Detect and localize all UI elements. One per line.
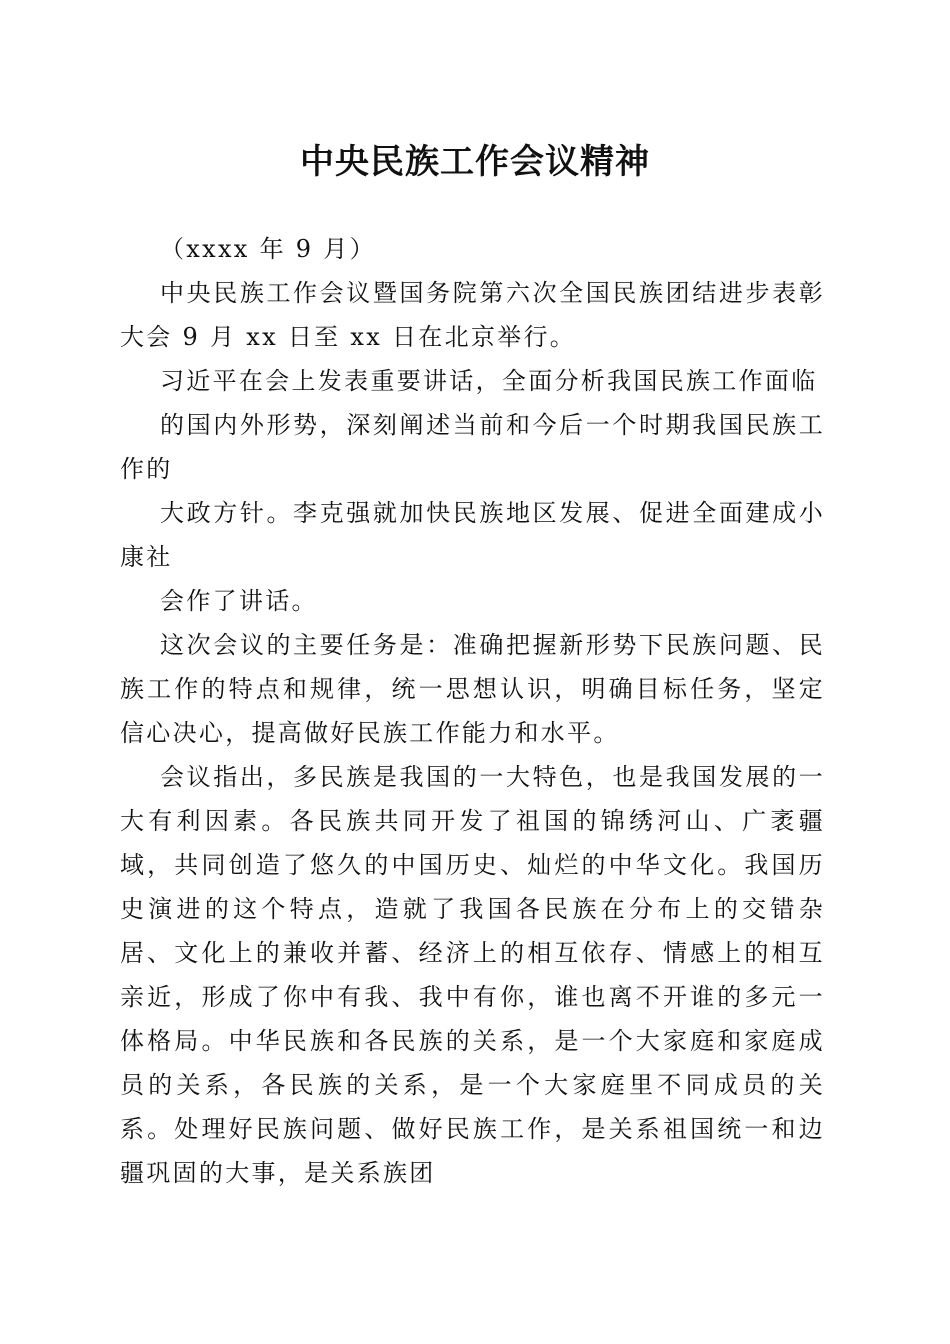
paragraph-date: （xxxx 年 9 月）	[160, 235, 376, 263]
paragraph-main-task: 这次会议的主要任务是：准确把握新形势下民族问题、民族工作的特点和规律，统一思想认识，明确目标任务，坚定信心决心，提高做好民族工作能力和水平。	[120, 631, 825, 747]
paragraph-speech-line-2: 的国内外形势，深刻阐述当前和今后一个时期我国民族工作的	[120, 411, 825, 483]
paragraph-meeting-held: 中央民族工作会议暨国务院第六次全国民族团结进步表彰大会 9 月 xx 日至 xx 日在北京举行。	[120, 279, 825, 351]
paragraph-speech-line-4: 会作了讲话。	[160, 587, 318, 615]
paragraph-speech-line-1: 习近平在会上发表重要讲话，全面分析我国民族工作面临	[160, 367, 818, 395]
paragraph-meeting-points: 会议指出，多民族是我国的一大特色，也是我国发展的一大有利因素。各民族共同开发了祖国的锦绣河山、广袤疆域，共同创造了悠久的中国历史、灿烂的中华文化。我国历史演进的这个特点，造就了我国各民族在分布上的交错杂居、文化上的兼收并蓄、经济上的相互依存、情感上的相互亲近，形成了你中有我、我中有你，谁也离不开谁的多元一体格局。中华民族和各民族的关系，是一个大家庭和家庭成员的关系，各民族的关系，是一个大家庭里不同成员的关系。处理好民族问题、做好民族工作，是关系祖国统一和边疆巩固的大事，是关系族团	[120, 763, 825, 1187]
document-body	[120, 227, 825, 1195]
document-title: 中央民族工作会议精神	[300, 142, 650, 182]
paragraph-speech-line-3: 大政方针。李克强就加快民族地区发展、促进全面建成小康社	[120, 499, 825, 571]
